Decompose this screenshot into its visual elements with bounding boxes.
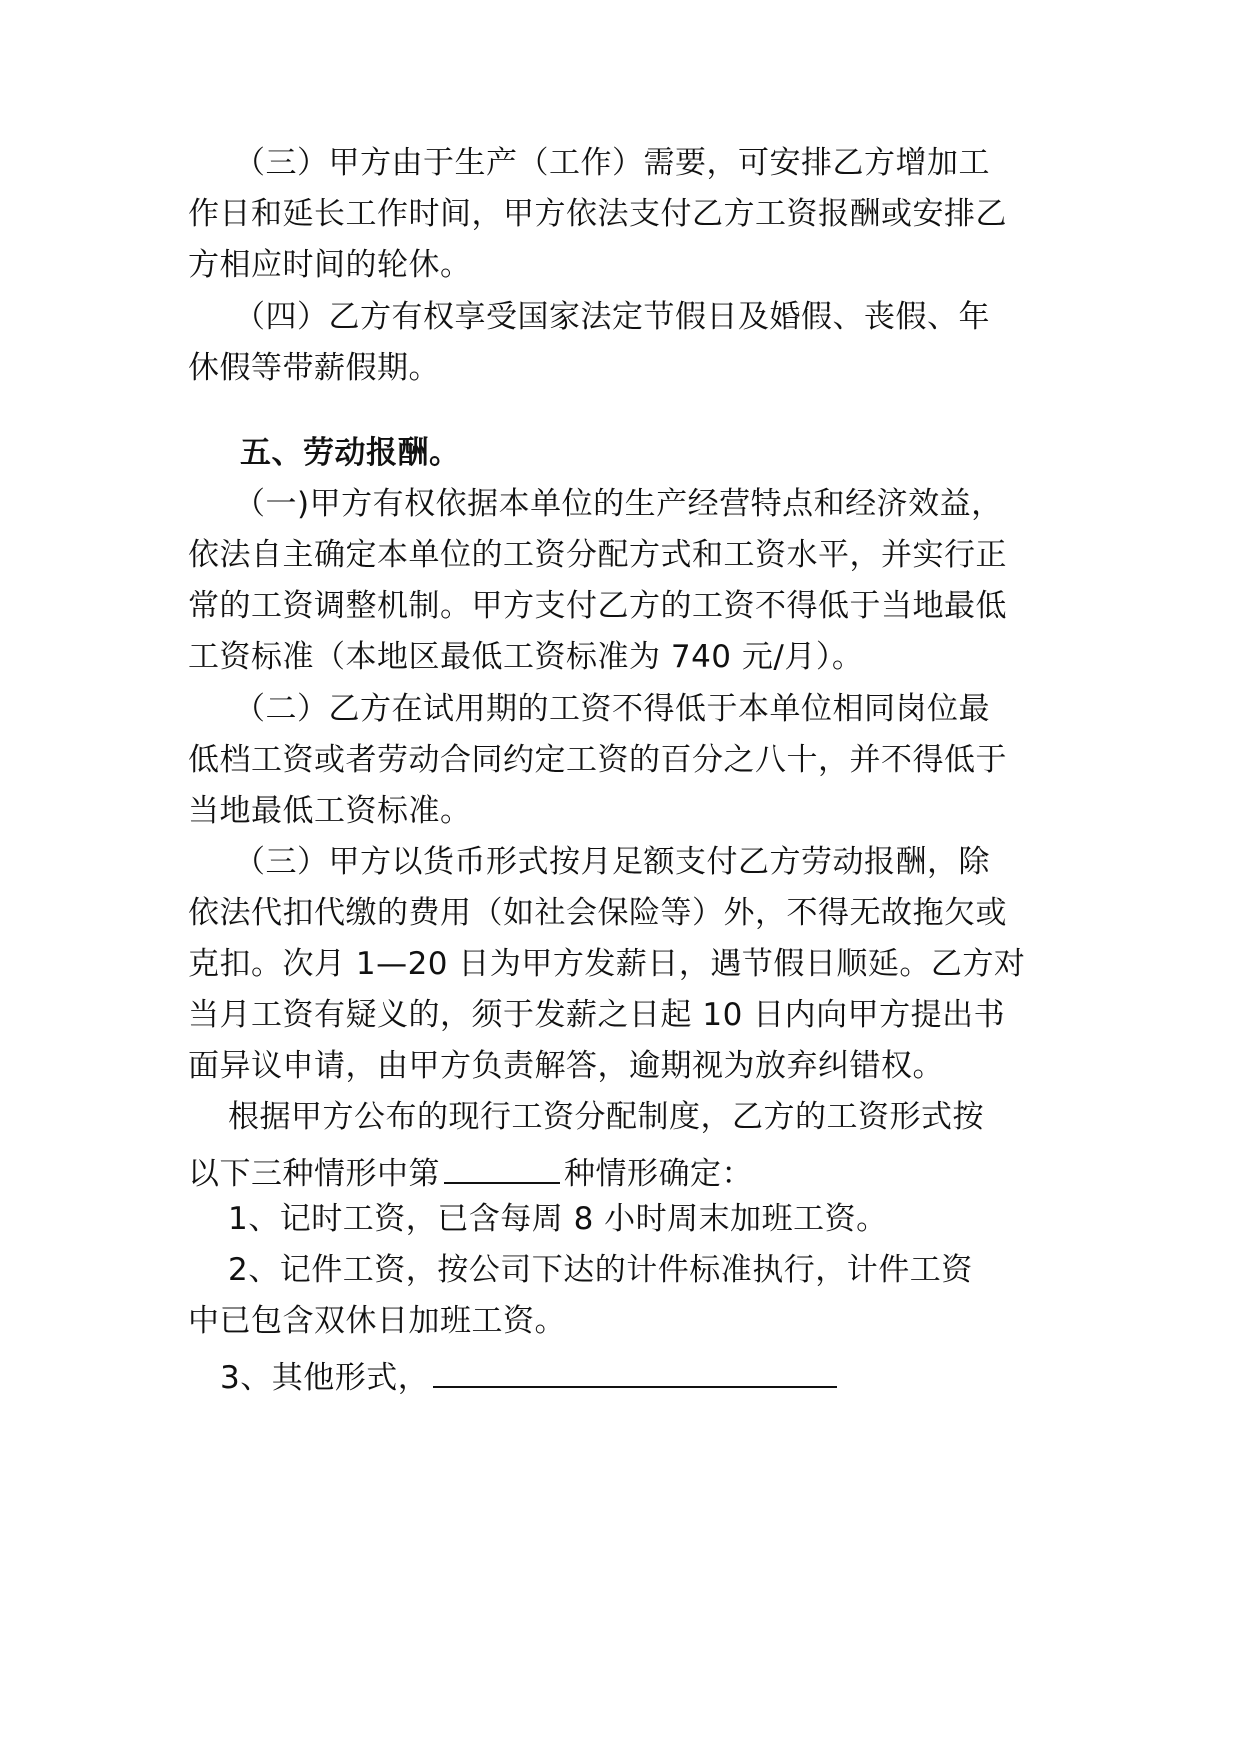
paragraph-5-3-line-4: 当月工资有疑义的，须于发薪之日起 10 日内向甲方提出书: [188, 997, 1006, 1033]
paragraph-5-3-line-3: 克扣。次月 1—20 日为甲方发薪日，遇节假日顺延。乙方对: [188, 946, 1026, 982]
paragraph-5-1-line-4: 工资标准（本地区最低工资标准为 740 元/月）。: [188, 639, 864, 675]
paragraph-4-3-line-1: （三）甲方由于生产（工作）需要，可安排乙方增加工: [234, 145, 990, 181]
choice-number-blank[interactable]: [444, 1148, 560, 1184]
paragraph-5-3-line-2: 依法代扣代缴的费用（如社会保险等）外，不得无故拖欠或: [188, 895, 1007, 931]
option-1-line: 1、记时工资，已含每周 8 小时周末加班工资。: [228, 1201, 888, 1237]
paragraph-4-4-line-2: 休假等带薪假期。: [188, 350, 440, 386]
paragraph-5-3-line-5: 面异议申请，由甲方负责解答，逾期视为放弃纠错权。: [188, 1048, 944, 1084]
paragraph-5-2-line-3: 当地最低工资标准。: [188, 793, 472, 829]
option-2-line-2: 中已包含双休日加班工资。: [188, 1303, 566, 1339]
other-form-blank[interactable]: [433, 1352, 837, 1388]
paragraph-5-2-line-1: （二）乙方在试用期的工资不得低于本单位相同岗位最: [234, 691, 990, 727]
paragraph-5-2-line-2: 低档工资或者劳动合同约定工资的百分之八十，并不得低于: [188, 742, 1007, 778]
option-3-line: [220, 1352, 1100, 1398]
option-3-prefix: 3、其他形式，: [220, 1360, 430, 1396]
choice-prefix: 以下三种情形中第: [188, 1156, 440, 1192]
choice-suffix: 种情形确定：: [564, 1156, 753, 1192]
paragraph-5-1-line-3: 常的工资调整机制。甲方支付乙方的工资不得低于当地最低: [188, 588, 1007, 624]
paragraph-5-1-line-2: 依法自主确定本单位的工资分配方式和工资水平，并实行正: [188, 537, 1007, 573]
paragraph-5-1-line-1: （一)甲方有权依据本单位的生产经营特点和经济效益，: [234, 486, 1003, 522]
paragraph-4-3-line-2: 作日和延长工作时间，甲方依法支付乙方工资报酬或安排乙: [188, 196, 1007, 232]
wage-form-intro-line-2: [188, 1148, 1068, 1194]
paragraph-4-3-line-3: 方相应时间的轮休。: [188, 247, 472, 283]
option-2-line-1: 2、记件工资，按公司下达的计件标准执行，计件工资: [228, 1252, 973, 1288]
section-5-heading: 五、劳动报酬。: [240, 435, 461, 471]
wage-form-intro-line-1: 根据甲方公布的现行工资分配制度，乙方的工资形式按: [228, 1099, 984, 1135]
paragraph-5-3-line-1: （三）甲方以货币形式按月足额支付乙方劳动报酬，除: [234, 844, 990, 880]
paragraph-4-4-line-1: （四）乙方有权享受国家法定节假日及婚假、丧假、年: [234, 299, 990, 335]
